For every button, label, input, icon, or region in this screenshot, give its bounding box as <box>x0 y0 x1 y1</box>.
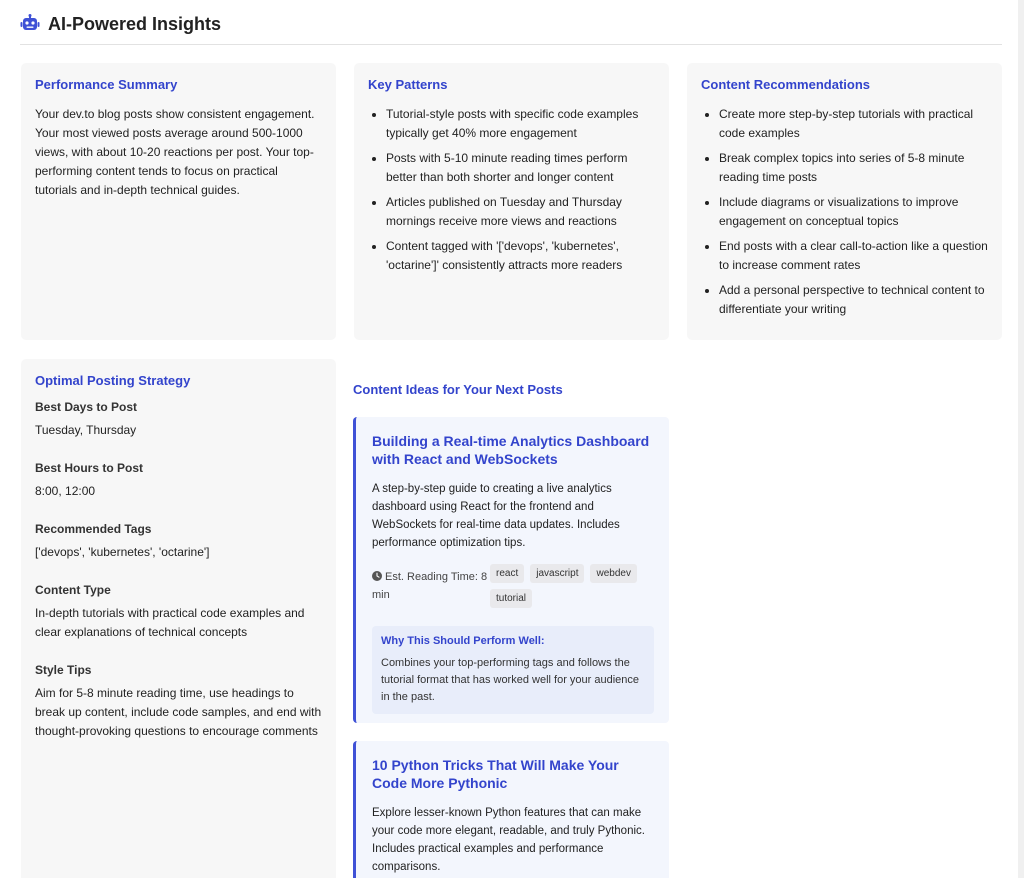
tag[interactable]: webdev <box>590 564 636 583</box>
reading-time <box>372 564 490 604</box>
content-ideas-heading: Content Ideas for Your Next Posts <box>353 382 563 397</box>
robot-icon <box>20 14 40 34</box>
key-patterns-card <box>354 63 669 340</box>
key-patterns-list <box>368 105 655 275</box>
posting-strategy-title: Optimal Posting Strategy <box>35 373 191 388</box>
best-days-value: Tuesday, Thursday <box>35 423 137 437</box>
list-item: • Posts with 5-10 minute reading times perform better than both shorter and longer content <box>386 149 655 187</box>
idea-card[interactable] <box>353 417 669 723</box>
content-recommendations-list <box>701 105 988 319</box>
why-perform-title: Why This Should Perform Well: <box>381 635 545 647</box>
recommended-tags-label: Recommended Tags <box>35 522 152 536</box>
list-item: • Add a personal perspective to technical content to differentiate your writing <box>719 281 988 319</box>
idea-meta <box>372 564 654 614</box>
performance-summary-card <box>21 63 336 340</box>
list-item: • End posts with a clear call-to-action like a question to increase comment rates <box>719 237 988 275</box>
idea-title[interactable]: 10 Python Tricks That Will Make Your Code More Pythonic <box>372 757 619 791</box>
idea-title[interactable]: Building a Real-time Analytics Dashboard with React and WebSockets <box>372 433 650 467</box>
posting-strategy-card <box>21 359 336 878</box>
style-tips-label: Style Tips <box>35 663 92 677</box>
list-item: • Content tagged with '['devops', 'kubernetes', 'octarine']' consistently attracts more readers <box>386 237 655 275</box>
content-type-label: Content Type <box>35 583 111 597</box>
list-item: • Tutorial-style posts with specific code examples typically get 40% more engagement <box>386 105 655 143</box>
performance-summary-title: Performance Summary <box>35 77 178 92</box>
idea-description: Explore lesser-known Python features that can make your code more elegant, readable, and truly Pythonic. Includes practical examples and performance comparisons. <box>372 807 645 873</box>
list-item: • Articles published on Tuesday and Thursday mornings receive more views and reactions <box>386 193 655 231</box>
best-hours-value: 8:00, 12:00 <box>35 484 96 498</box>
key-patterns-title: Key Patterns <box>368 77 448 92</box>
list-item: • Break complex topics into series of 5-8 minute reading time posts <box>719 149 988 187</box>
content-recommendations-title: Content Recommendations <box>701 77 871 92</box>
list-item: • Create more step-by-step tutorials with practical code examples <box>719 105 988 143</box>
idea-description: A step-by-step guide to creating a live analytics dashboard using React for the frontend and WebSockets for real-time data updates. Includes performance optimization tips. <box>372 483 620 549</box>
performance-summary-text: Your dev.to blog posts show consistent engagement. Your most viewed posts average around 500-1000 views, with about 10-20 reactions per post. Your top-performing content tends to focus on practical tutorials and in-depth technical guides. <box>35 107 315 197</box>
style-tips-value: Aim for 5-8 minute reading time, use headings to break up content, include code samples, and end with thought-provoking questions to encourage comments <box>35 686 322 738</box>
scrollbar-track[interactable] <box>1018 0 1024 878</box>
list-item: • Include diagrams or visualizations to improve engagement on conceptual topics <box>719 193 988 231</box>
recommended-tags-value: ['devops', 'kubernetes', 'octarine'] <box>35 545 210 559</box>
idea-tags <box>490 564 650 614</box>
content-type-value: In-depth tutorials with practical code examples and clear explanations of technical concepts <box>35 606 305 639</box>
page-header <box>20 12 1002 45</box>
idea-card[interactable] <box>353 741 669 878</box>
content-recommendations-card <box>687 63 1002 340</box>
tag[interactable]: react <box>490 564 524 583</box>
reading-time-text: Est. Reading Time: 8 min <box>372 571 488 601</box>
why-perform-text: Combines your top-performing tags and follows the tutorial format that has worked well for your audience in the past. <box>381 657 640 703</box>
best-days-label: Best Days to Post <box>35 400 138 414</box>
why-perform-box <box>372 626 654 714</box>
page-title: AI-Powered Insights <box>48 14 222 34</box>
best-hours-label: Best Hours to Post <box>35 461 144 475</box>
tag[interactable]: javascript <box>530 564 584 583</box>
tag[interactable]: tutorial <box>490 589 532 608</box>
clock-icon <box>372 571 382 581</box>
